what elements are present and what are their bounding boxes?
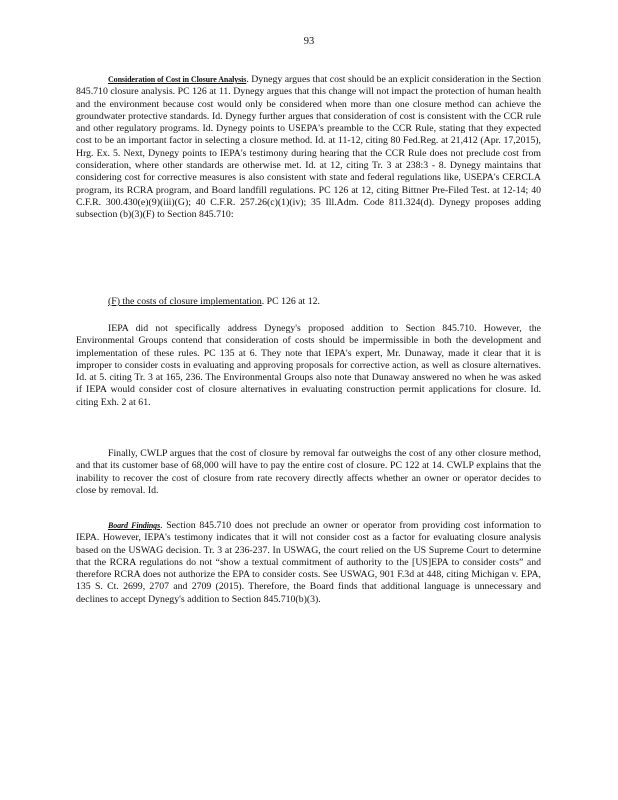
board-findings-paragraph: [76, 520, 541, 606]
cwlp-argument-paragraph: [76, 448, 541, 497]
cost-consideration-paragraph: [76, 74, 541, 222]
proposed-subsection-quote: [76, 296, 541, 308]
paragraph-body: Finally, CWLP argues that the cost of closure by removal far outweighs the cost of any other closure method, and that its customer base of 68,000 will have to pay the entire cost of closure. PC 122 at 14. CWLP explains that the inability to recover the cost of closure from rate recovery directly affects whether an owner or operator decides to close by removal. Id.: [76, 448, 541, 496]
section-heading: Board Findings: [108, 521, 161, 530]
iepa-response-paragraph: [76, 323, 541, 409]
paragraph-text: [76, 520, 541, 606]
quote-citation: . PC 126 at 12.: [261, 296, 320, 307]
paragraph-text: [76, 74, 541, 222]
paragraph-body: . Dynegy argues that cost should be an explicit consideration in the Section 845.710 closure analysis. PC 126 at 11. Dynegy argues that this change will not impact the protection of human health and the environment because cost would only be considered when more than one closure method can achieve the groundwater protective standards. Id. Dynegy further argues that consideration of cost is consistent with the CCR rule and other regulatory programs. Id. Dynegy points to USEPA's preamble to the CCR Rule, stating that they expected cost to be an important factor in selecting a closure method. Id. at 11-12, citing 80 Fed.Reg. at 21,412 (Apr. 17,2015), Hrg. Ex. 5. Next, Dynegy points to IEPA's testimony during hearing that the CCR Rule does not preclude cost from consideration, where other standards are otherwise met. Id. at 12, citing Tr. 3 at 238:3 - 8. Dynegy maintains that considering cost for corrective measures is also consistent with state and federal regulations like, USEPA's CERCLA program, its RCRA program, and Board landfill regulations. PC 126 at 12, citing Bittner Pre-Filed Test. at 12-14; 40 C.F.R. 300.430(e)(9)(iii)(G); 40 C.F.R. 257.26(c)(1)(iv); 35 Ill.Adm. Code 811.324(d). Dynegy proposes adding subsection (b)(3)(F) to Section 845.710:: [76, 74, 541, 221]
paragraph-body: . Section 845.710 does not preclude an owner or operator from providing cost information to IEPA. However, IEPA's testimony indicates that it will not consider cost as a factor for evaluating closure analysis based on the USWAG decision. Tr. 3 at 236-237. In USWAG, the court relied on the US Supreme Court to determine that the RCRA regulations do not “show a textual commitment of authority to the [US]EPA to consider costs” and therefore RCRA does not authorize the EPA to consider costs. See USWAG, 901 F.3d at 448, citing Michigan v. EPA, 135 S. Ct. 2699, 2707 and 2709 (2015). Therefore, the Board finds that additional language is unnecessary and declines to accept Dynegy's addition to Section 845.710(b)(3).: [76, 520, 541, 605]
paragraph-body: IEPA did not specifically address Dynegy's proposed addition to Section 845.710. However, the Environmental Groups contend that consideration of costs should be impermissible in both the development and implementation of these rules. PC 135 at 6. They note that IEPA's expert, Mr. Dunaway, made it clear that it is improper to consider costs in evaluating and approving proposals for corrective action, as well as closure alternatives. Id. at 5. citing Tr. 3 at 165, 236. The Environmental Groups also note that Dunaway answered no when he was asked if IEPA would consider cost of closure alternatives in evaluating construction permit applications for closure. Id. citing Exh. 2 at 61.: [76, 323, 541, 408]
quote-label: (F) the costs of closure implementation: [108, 296, 262, 307]
page-number: 93: [303, 36, 315, 47]
section-heading: Consideration of Cost in Closure Analysis: [108, 75, 247, 84]
quote-line: [76, 296, 541, 308]
